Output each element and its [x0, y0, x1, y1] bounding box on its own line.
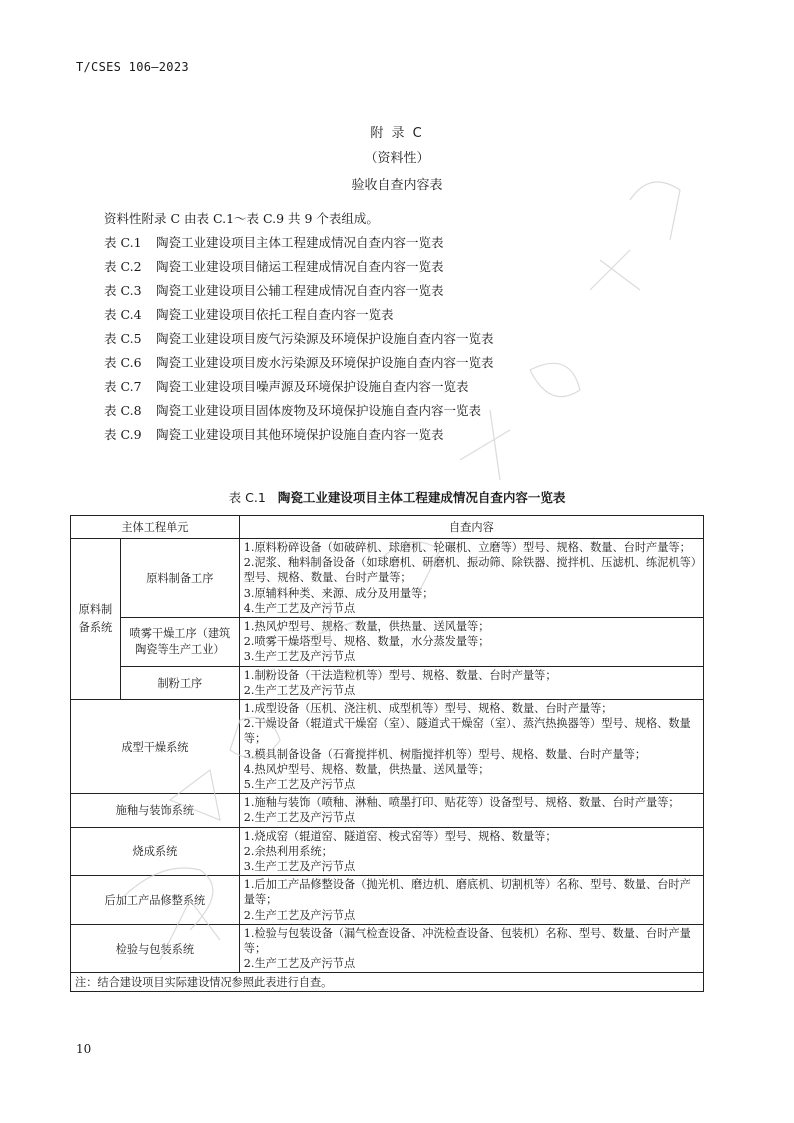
- table-list-item: [104, 231, 494, 255]
- table-caption: [0, 488, 794, 506]
- content-line: 1.制粉设备（干法造粒机等）型号、规格、数量、台时产量等；: [243, 668, 557, 682]
- standard-code: T/CSES 106—2023: [76, 60, 189, 74]
- table-note-row: [71, 973, 704, 992]
- unit-cell: 施釉与装饰系统: [71, 794, 240, 827]
- table-row: [71, 539, 704, 618]
- table-row: [71, 794, 704, 827]
- content-line: 1.热风炉型号、规格、数量，供热量、送风量等；: [243, 620, 490, 634]
- unit-cell: 后加工产品修整系统: [71, 876, 240, 925]
- table-row: [71, 876, 704, 925]
- content-line: 1.后加工产品修整设备（抛光机、磨边机、磨底机、切割机等）名称、型号、数量、台时产量等；: [243, 878, 691, 907]
- table-code: 表 C.3: [104, 283, 142, 298]
- table-title: 陶瓷工业建设项目其他环境保护设施自查内容一览表: [156, 427, 444, 442]
- content-line: 2.生产工艺及产污节点: [243, 957, 356, 971]
- content-line: 2.余热利用系统；: [243, 844, 333, 858]
- table-list-item: [104, 303, 494, 327]
- table-code: 表 C.1: [104, 235, 142, 250]
- table-title: 陶瓷工业建设项目废水污染源及环境保护设施自查内容一览表: [156, 355, 494, 370]
- content-line: 5.生产工艺及产污节点: [243, 778, 356, 792]
- table-title: 陶瓷工业建设项目废气污染源及环境保护设施自查内容一览表: [156, 331, 494, 346]
- content-line: 1.成型设备（压机、浇注机、成型机等）型号、规格、数量、台时产量等；: [243, 702, 613, 716]
- content-line: 2.干燥设备（辊道式干燥窑（室）、隧道式干燥窑（室）、蒸汽热换器等）型号、规格、数量等；: [243, 717, 691, 746]
- table-row: [71, 666, 704, 699]
- content-line: 3.生产工艺及产污节点: [243, 860, 356, 874]
- content-line: 3.生产工艺及产污节点: [243, 650, 356, 664]
- content-cell: [239, 666, 703, 699]
- table-code: 表 C.2: [104, 259, 142, 274]
- content-line: 2.生产工艺及产污节点: [243, 683, 356, 697]
- table-title: 陶瓷工业建设项目固体废物及环境保护设施自查内容一览表: [156, 403, 482, 418]
- table-note: 注：结合建设项目实际建设情况参照此表进行自查。: [71, 973, 704, 992]
- content-line: 2.泥浆、釉料制备设备（如球磨机、研磨机、振动筛、除铁器、搅拌机、压滤机、练泥机等）型号、规格、数量、台时产量等；: [243, 556, 697, 585]
- content-line: 2.喷雾干燥塔型号、规格、数量，水分蒸发量等；: [243, 635, 490, 649]
- table-code: 表 C.8: [104, 403, 142, 418]
- content-cell: [239, 700, 703, 794]
- content-line: 3.模具制备设备（石膏搅拌机、树脂搅拌机等）型号、规格、数量、台时产量等；: [243, 747, 647, 761]
- header-unit: 主体工程单元: [71, 516, 240, 539]
- content-cell: [239, 924, 703, 973]
- content-cell: [239, 827, 703, 876]
- group-cell: 原料制备系统: [71, 539, 121, 700]
- intro-text: 资料性附录 C 由表 C.1～表 C.9 共 9 个表组成。: [104, 211, 379, 226]
- content-line: 1.烧成窑（辊道窑、隧道窑、梭式窑等）型号、规格、数量等；: [243, 829, 557, 843]
- page-number: 10: [76, 1042, 92, 1056]
- table-row: [71, 618, 704, 667]
- table-title: 陶瓷工业建设项目主体工程建成情况自查内容一览表: [156, 235, 444, 250]
- unit-cell: 制粉工序: [120, 666, 239, 699]
- table-list-item: [104, 327, 494, 351]
- table-title: 陶瓷工业建设项目依托工程自查内容一览表: [156, 307, 394, 322]
- unit-cell: 烧成系统: [71, 827, 240, 876]
- appendix-nature: （资料性）: [364, 151, 430, 166]
- unit-cell: 原料制备工序: [120, 539, 239, 618]
- table-code: 表 C.9: [104, 427, 142, 442]
- content-cell: [239, 539, 703, 618]
- content-line: 1.原料粉碎设备（如破碎机、球磨机、轮碾机、立磨等）型号、规格、数量、台时产量等；: [243, 541, 691, 554]
- content-cell: [239, 794, 703, 827]
- table-header-row: [71, 516, 704, 539]
- appendix-title: 附 录 C: [370, 126, 424, 141]
- unit-cell: 喷雾干燥工序（建筑陶瓷等生产工业）: [120, 618, 239, 667]
- self-check-table: [70, 515, 704, 992]
- table-caption-number: 表 C.1: [228, 490, 266, 505]
- table-row: [71, 700, 704, 794]
- content-line: 2.生产工艺及产污节点: [243, 811, 356, 825]
- intro-section: [104, 207, 494, 447]
- header-content: 自查内容: [239, 516, 703, 539]
- table-list-item: [104, 375, 494, 399]
- table-code: 表 C.7: [104, 379, 142, 394]
- table-code: 表 C.4: [104, 307, 142, 322]
- table-row: [71, 827, 704, 876]
- table-caption-title: 陶瓷工业建设项目主体工程建成情况自查内容一览表: [277, 490, 566, 505]
- table-title: 陶瓷工业建设项目公辅工程建成情况自查内容一览表: [156, 283, 444, 298]
- content-line: 2.生产工艺及产污节点: [243, 908, 356, 922]
- content-line: 1.检验与包装设备（漏气检查设备、冲洗检查设备、包装机）名称、型号、数量、台时产量等；: [243, 926, 691, 956]
- table-title: 陶瓷工业建设项目储运工程建成情况自查内容一览表: [156, 259, 444, 274]
- content-line: 3.原辅料种类、来源、成分及用量等；: [243, 586, 434, 600]
- unit-cell: 检验与包装系统: [71, 924, 240, 973]
- content-line: 4.生产工艺及产污节点: [243, 601, 356, 615]
- content-line: 1.施釉与装饰（喷釉、淋釉、喷墨打印、贴花等）设备型号、规格、数量、台时产量等；: [243, 796, 680, 810]
- table-code: 表 C.6: [104, 355, 142, 370]
- table-row: [71, 924, 704, 973]
- table-code: 表 C.5: [104, 331, 142, 346]
- appendix-subject: 验收自查内容表: [351, 178, 443, 193]
- table-list-item: [104, 399, 494, 423]
- content-line: 4.热风炉型号、规格、数量，供热量、送风量等；: [243, 762, 490, 776]
- appendix-heading: [0, 122, 794, 193]
- content-cell: [239, 618, 703, 667]
- table-list-item: [104, 255, 494, 279]
- table-list-item: [104, 351, 494, 375]
- table-list-item: [104, 279, 494, 303]
- table-list-item: [104, 423, 494, 447]
- unit-cell: 成型干燥系统: [71, 700, 240, 794]
- content-cell: [239, 876, 703, 925]
- table-title: 陶瓷工业建设项目噪声源及环境保护设施自查内容一览表: [156, 379, 469, 394]
